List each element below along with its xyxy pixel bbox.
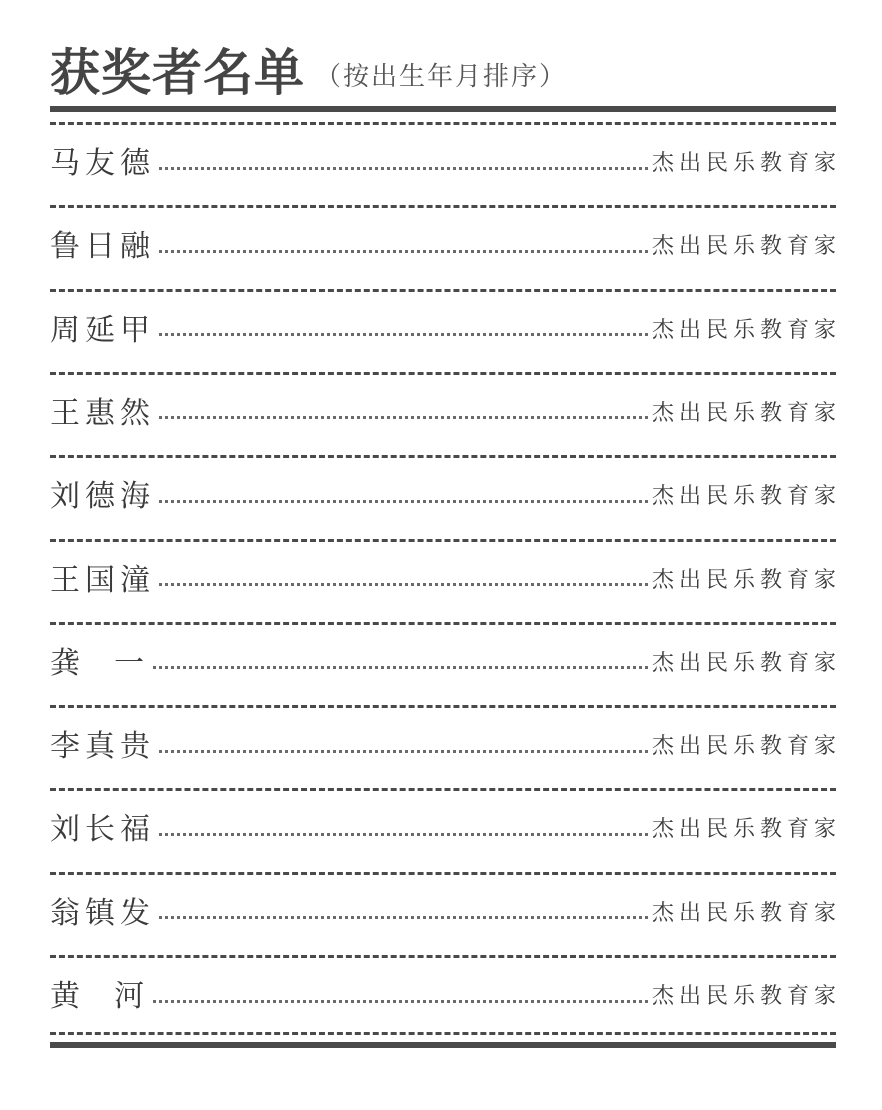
page-header (50, 28, 568, 102)
winner-title: 杰出民乐教育家 (651, 900, 841, 926)
winner-name: 鲁日融 (50, 229, 155, 265)
dot-leader (159, 833, 648, 836)
winner-title: 杰出民乐教育家 (651, 984, 841, 1009)
dot-leader (159, 167, 648, 170)
list-item (50, 206, 841, 288)
page-title: 获奖者名单 (50, 44, 305, 102)
dot-leader (159, 916, 648, 919)
list-item (50, 123, 841, 205)
winner-name: 王惠然 (50, 395, 155, 431)
winner-title: 杰出民乐教育家 (651, 567, 841, 593)
winner-name: 翁镇发 (50, 895, 155, 931)
winner-name: 刘长福 (50, 812, 155, 848)
dot-leader (159, 583, 648, 586)
list-item (50, 456, 841, 538)
list-item (50, 873, 841, 955)
dot-leader (159, 333, 648, 336)
bottom-solid-rule (50, 1042, 836, 1048)
dot-leader (159, 416, 648, 419)
list-item (50, 789, 841, 871)
winner-name: 黄 河 (50, 979, 150, 1014)
winner-title: 杰出民乐教育家 (651, 650, 841, 676)
winner-title: 杰出民乐教育家 (651, 317, 841, 343)
dot-leader (153, 666, 648, 669)
winner-title: 杰出民乐教育家 (651, 484, 841, 510)
winner-name: 李真贵 (50, 729, 155, 765)
winner-title: 杰出民乐教育家 (651, 817, 841, 843)
winner-name: 周延甲 (50, 312, 155, 348)
winner-title: 杰出民乐教育家 (651, 234, 841, 260)
dot-leader (159, 500, 648, 503)
winner-name: 王国潼 (50, 562, 155, 598)
row-divider (50, 1032, 836, 1035)
list-item (50, 290, 841, 372)
winner-name: 马友德 (50, 146, 155, 181)
dot-leader (153, 1000, 648, 1003)
winner-name: 刘德海 (50, 479, 155, 515)
dot-leader (159, 250, 648, 253)
winner-title: 杰出民乐教育家 (651, 734, 841, 760)
list-item (50, 623, 841, 705)
list-item (50, 956, 841, 1038)
list-item (50, 373, 841, 455)
winner-title: 杰出民乐教育家 (651, 400, 841, 426)
list-item (50, 540, 841, 622)
page-subtitle: （按出生年月排序） (315, 62, 568, 92)
top-solid-rule (50, 106, 836, 112)
winner-title: 杰出民乐教育家 (651, 151, 841, 176)
winner-name: 龚 一 (50, 645, 150, 681)
dot-leader (159, 750, 648, 753)
list-item (50, 706, 841, 788)
winners-list (50, 122, 841, 1032)
